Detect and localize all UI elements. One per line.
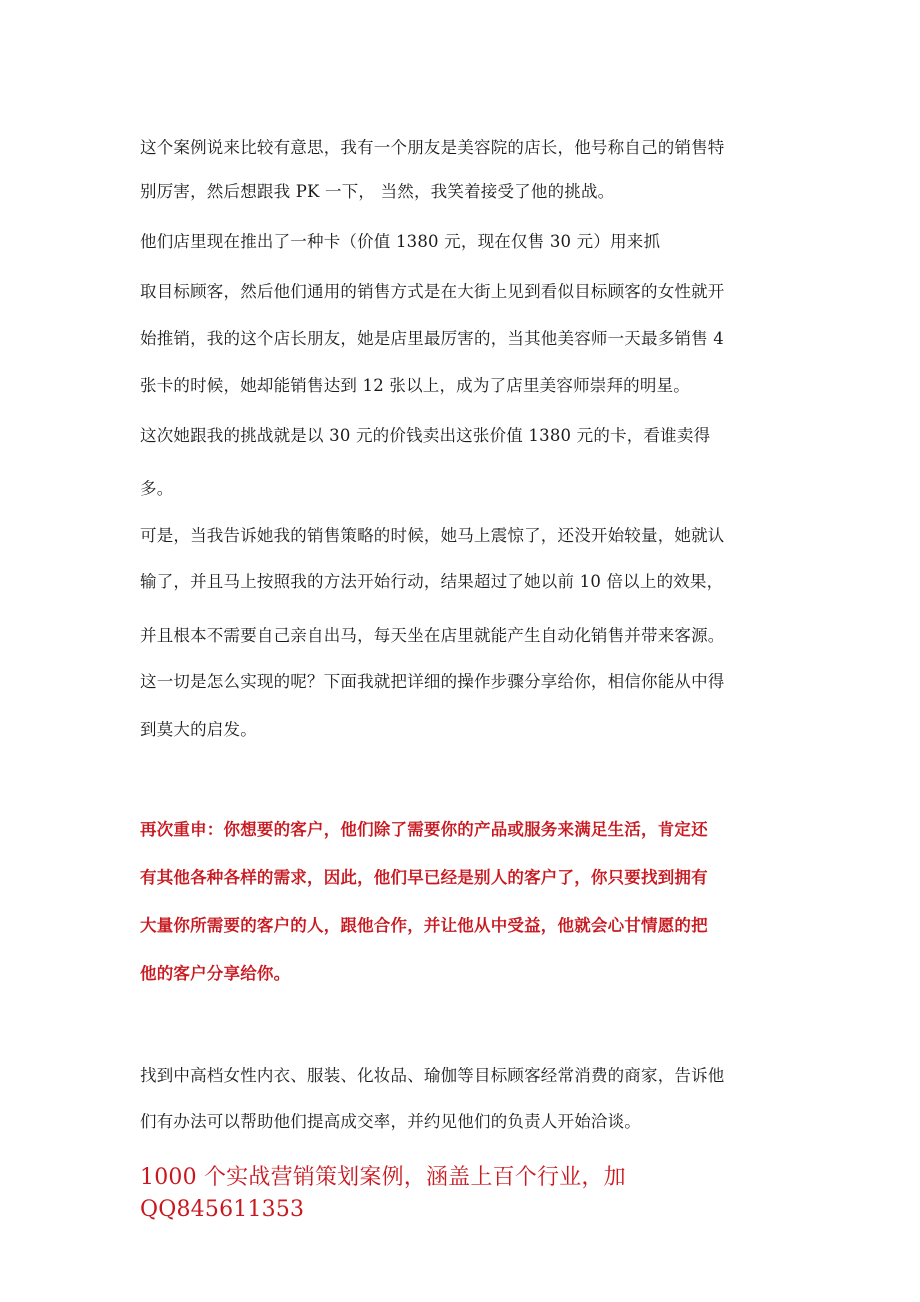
paragraph-line: 并且根本不需要自己亲自出马，每天坐在店里就能产生自动化销售并带来客源。	[140, 626, 725, 645]
emphasis-line: 有其他各种各样的需求，因此，他们早已经是别人的客户了，你只要找到拥有	[140, 868, 708, 887]
paragraph-line: 输了，并且马上按照我的方法开始行动，结果超过了她以前 10 倍以上的效果，	[140, 572, 724, 591]
promo-contact: QQ845611353	[140, 1197, 305, 1222]
emphasis-line: 再次重申：你想要的客户，他们除了需要你的产品或服务来满足生活，肯定还	[140, 820, 708, 839]
emphasis-line: 大量你所需要的客户的人，跟他合作，并让他从中受益，他就会心甘情愿的把	[140, 916, 708, 935]
paragraph-line: 多。	[140, 479, 174, 498]
paragraph-line: 这一切是怎么实现的呢？下面我就把详细的操作步骤分享给你，相信你能从中得	[140, 672, 725, 691]
paragraph-line: 取目标顾客，然后他们通用的销售方式是在大街上见到看似目标顾客的女性就开	[140, 282, 725, 301]
paragraph-line: 他们店里现在推出了一种卡（价值 1380 元，现在仅售 30 元）用来抓	[140, 232, 661, 251]
paragraph-line: 到莫大的启发。	[140, 720, 257, 739]
paragraph-line: 可是，当我告诉她我的销售策略的时候，她马上震惊了，还没开始较量，她就认	[140, 526, 725, 545]
paragraph-line: 这次她跟我的挑战就是以 30 元的价钱卖出这张价值 1380 元的卡，看谁卖得	[140, 426, 711, 445]
emphasis-line: 他的客户分享给你。	[140, 964, 291, 983]
paragraph-line: 别厉害，然后想跟我 PK 一下， 当然，我笑着接受了他的挑战。	[140, 182, 615, 201]
paragraph-line: 这个案例说来比较有意思，我有一个朋友是美容院的店长，他号称自己的销售特	[140, 138, 725, 157]
step-line: 们有办法可以帮助他们提高成交率，并约见他们的负责人开始洽谈。	[140, 1112, 641, 1131]
promo-line: 1000 个实战营销策划案例，涵盖上百个行业，加	[140, 1165, 626, 1190]
paragraph-line: 始推销，我的这个店长朋友，她是店里最厉害的，当其他美容师一天最多销售 4	[140, 329, 724, 348]
step-line: 找到中高档女性内衣、服装、化妆品、瑜伽等目标顾客经常消费的商家，告诉他	[140, 1066, 725, 1085]
paragraph-line: 张卡的时候，她却能销售达到 12 张以上，成为了店里美容师崇拜的明星。	[140, 376, 690, 395]
